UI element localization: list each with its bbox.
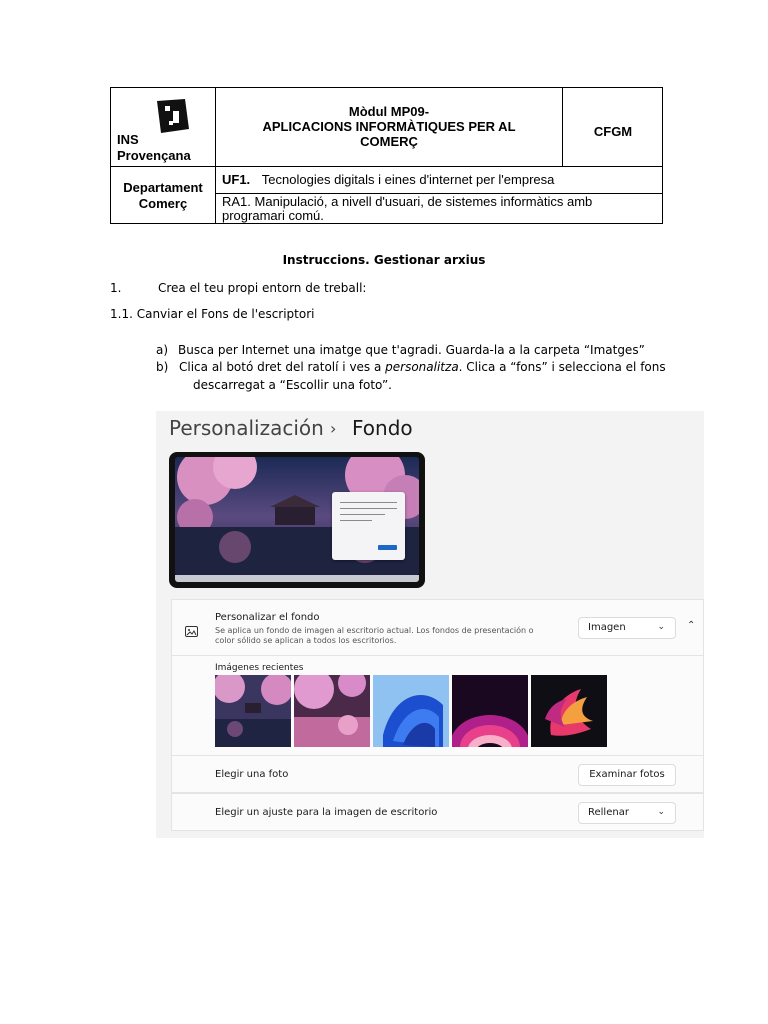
uf-code: UF1. <box>222 172 251 187</box>
text-span: . Clica a “fons” i selecciona el fons <box>458 360 666 374</box>
module-title <box>216 104 562 149</box>
preview-line <box>340 520 372 521</box>
desktop-preview <box>169 452 425 588</box>
choose-photo-label: Elegir una foto <box>215 769 289 780</box>
uf-row <box>222 172 554 187</box>
module-title-line: Mòdul MP09- <box>348 104 430 119</box>
personalize-description: color sólido se aplican a todos los escritorios. <box>215 636 397 645</box>
dropdown-value: Rellenar <box>588 807 629 818</box>
preview-taskbar <box>175 575 419 582</box>
recent-image-thumb[interactable] <box>452 675 528 747</box>
text-span: Clica al botó dret del ratolí i ves a <box>179 360 386 374</box>
list-item-text: Busca per Internet una imatge que t'agradi. Guarda-la a la carpeta “Imatges” <box>178 343 645 357</box>
recent-image-thumb[interactable] <box>215 675 291 747</box>
recent-image-thumb[interactable] <box>373 675 449 747</box>
browse-photos-button[interactable]: Examinar fotos <box>578 764 676 786</box>
module-title-line: APLICACIONS INFORMÀTIQUES PER AL <box>262 119 516 134</box>
recent-image-thumb[interactable] <box>531 675 607 747</box>
background-type-dropdown[interactable] <box>578 617 676 639</box>
substep-heading: 1.1. Canviar el Fons de l'escriptori <box>110 307 315 321</box>
school-name-line: Provençana <box>117 148 191 163</box>
table-divider <box>215 166 662 167</box>
choose-photo-row <box>171 756 704 793</box>
preview-line <box>340 508 397 509</box>
dropdown-value: Imagen <box>588 622 626 633</box>
list-item-text <box>179 360 666 374</box>
list-marker: b) <box>156 360 169 374</box>
department-line: Comerç <box>138 196 188 211</box>
list-marker: a) <box>156 343 169 357</box>
table-divider <box>111 166 215 167</box>
emphasized-text: personalitza <box>385 360 459 374</box>
breadcrumb-parent[interactable]: Personalización <box>169 416 324 440</box>
fit-label: Elegir un ajuste para la imagen de escritorio <box>215 807 438 818</box>
fit-dropdown[interactable] <box>578 802 676 824</box>
preview-line <box>340 514 385 515</box>
module-title-line: COMERÇ <box>360 134 418 149</box>
recent-images-label: Imágenes recientes <box>215 663 304 673</box>
department-name <box>111 180 215 212</box>
image-icon <box>185 622 198 633</box>
document-title: Instruccions. Gestionar arxius <box>282 253 486 267</box>
fit-row <box>171 793 704 831</box>
preview-button <box>378 545 397 550</box>
school-name-line: INS <box>117 132 139 147</box>
breadcrumb-current: Fondo <box>352 416 413 440</box>
step-text: Crea el teu propi entorn de treball: <box>158 281 367 295</box>
chevron-down-icon: ⌄ <box>657 622 665 632</box>
ra-row <box>222 195 592 223</box>
school-logo <box>155 99 189 135</box>
breadcrumb-separator: › <box>330 419 337 438</box>
personalize-title: Personalizar el fondo <box>215 612 320 623</box>
school-name <box>117 132 191 164</box>
department-line: Departament <box>123 180 203 195</box>
personalize-background-row[interactable] <box>171 599 704 656</box>
step-number: 1. <box>110 281 122 295</box>
ra-line: programari comú. <box>222 208 324 223</box>
level-label: CFGM <box>593 124 633 139</box>
chevron-up-icon[interactable]: ⌃ <box>687 620 696 631</box>
uf-title: Tecnologies digitals i eines d'internet per l'empresa <box>261 172 555 187</box>
preview-window <box>332 492 405 560</box>
recent-image-thumb[interactable] <box>294 675 370 747</box>
settings-screenshot <box>156 411 704 838</box>
preview-line <box>340 502 397 503</box>
list-item-text: descarregat a “Escollir una foto”. <box>193 378 392 392</box>
personalize-description: Se aplica un fondo de imagen al escritorio actual. Los fondos de presentación o <box>215 626 534 635</box>
ra-line: RA1. Manipulació, a nivell d'usuari, de sistemes informàtics amb <box>222 194 593 209</box>
header-table <box>110 87 663 224</box>
chevron-down-icon: ⌄ <box>657 807 665 817</box>
